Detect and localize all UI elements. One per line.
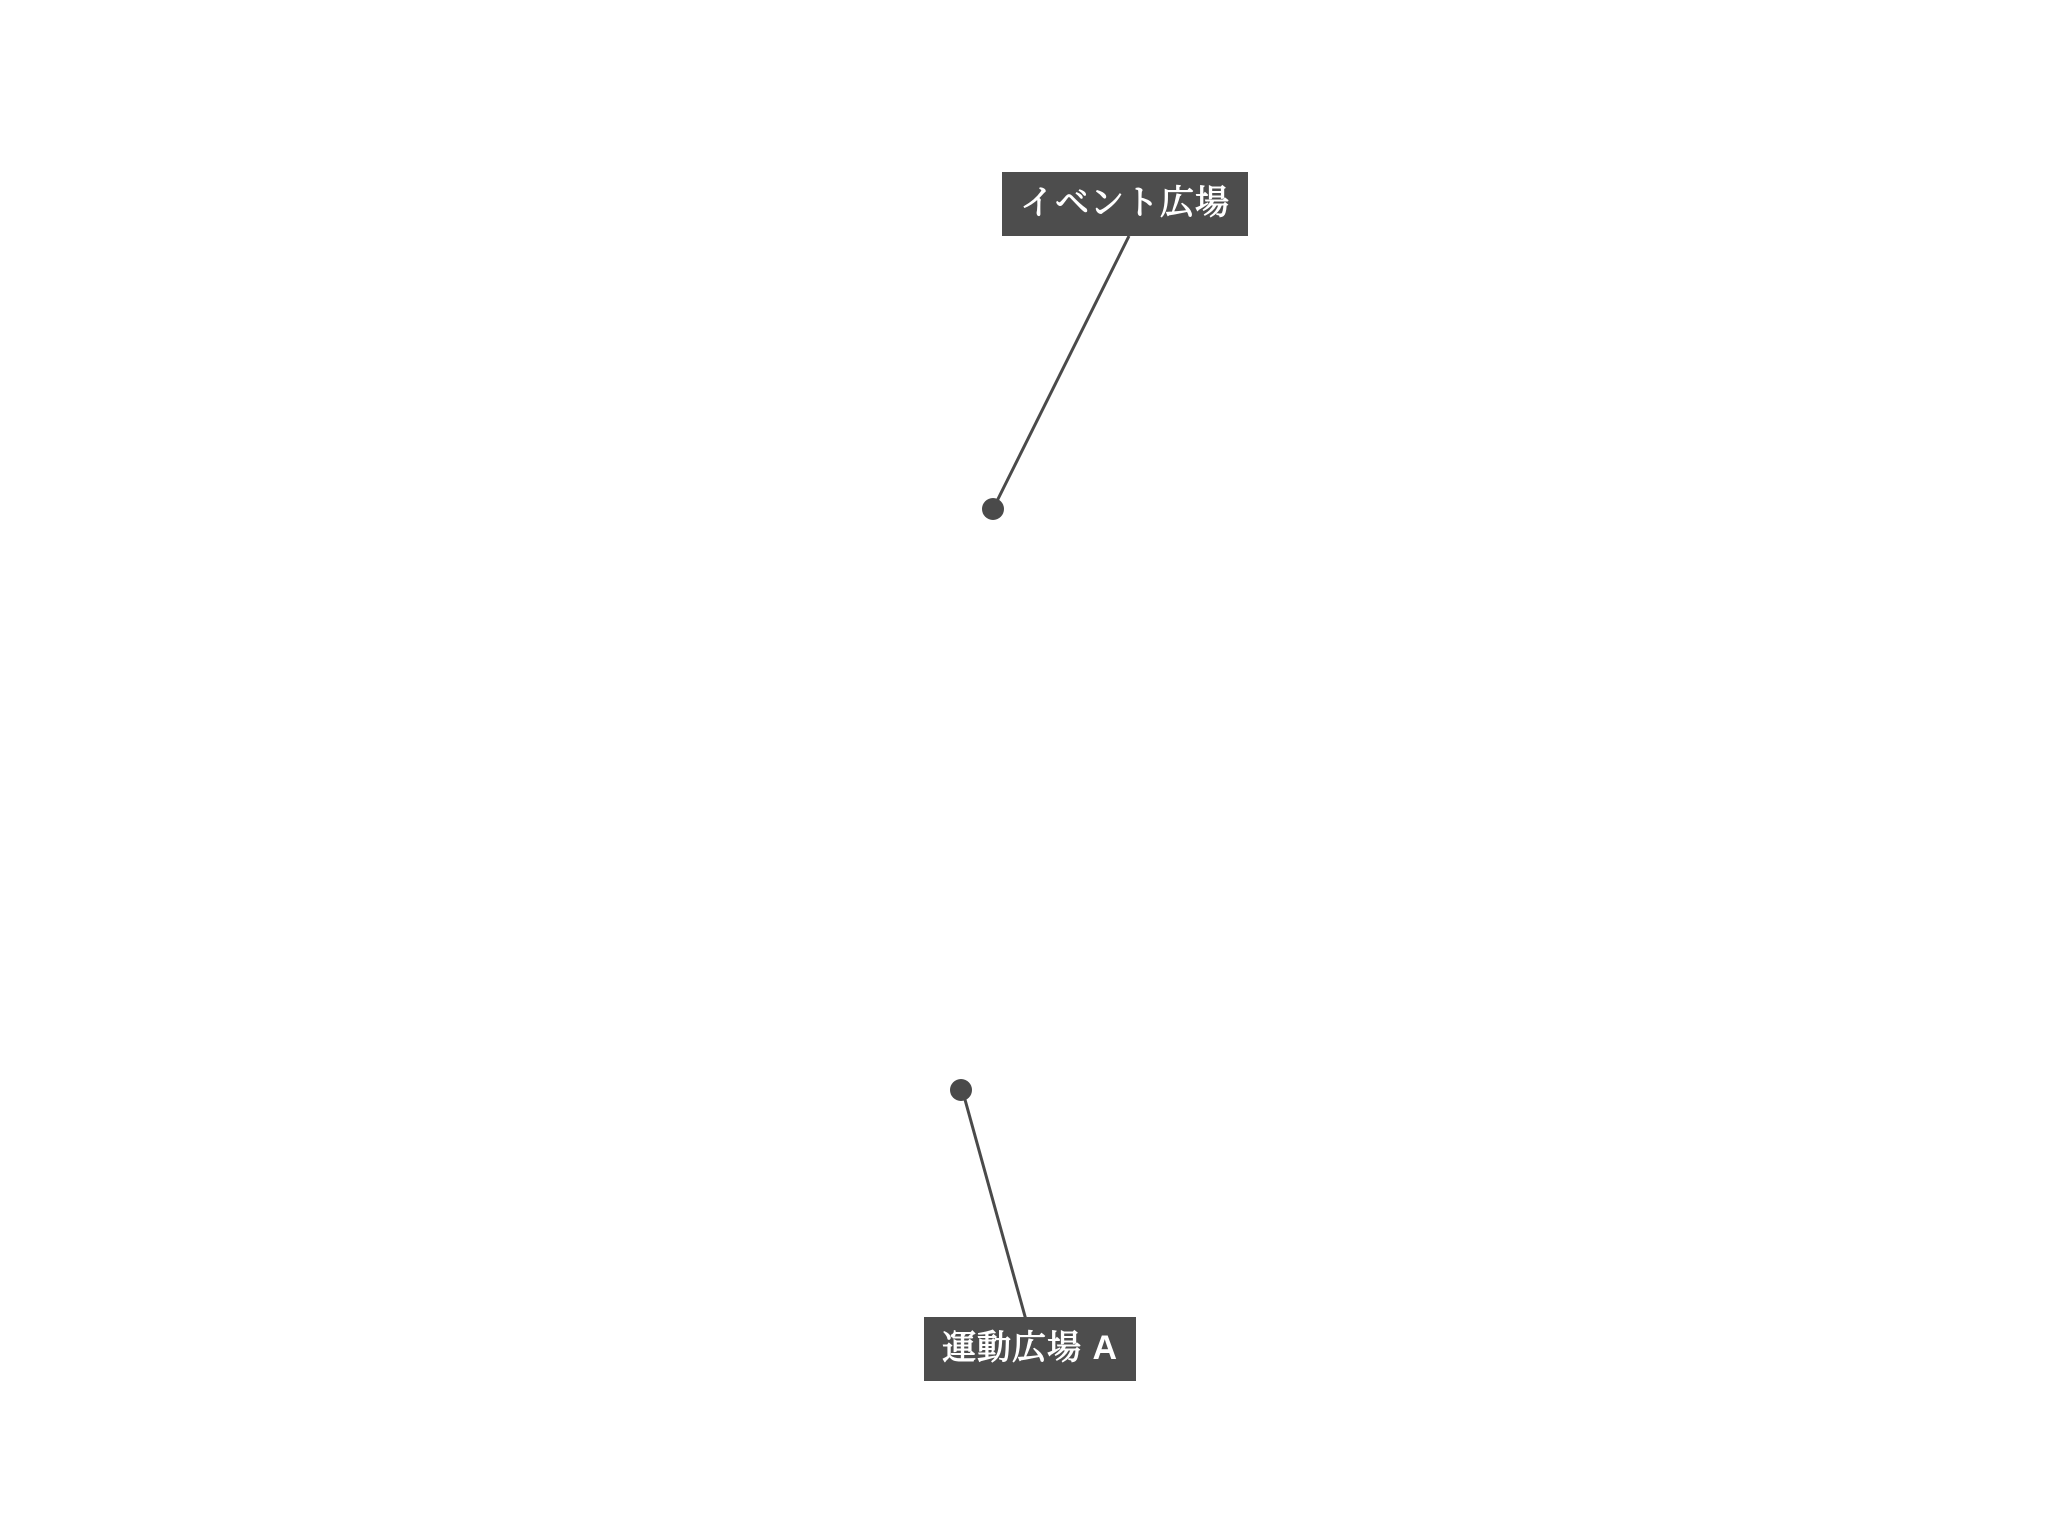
marker-dot-event-plaza[interactable] — [982, 498, 1004, 520]
leader-line-event-plaza — [996, 236, 1129, 503]
leader-line-sports-plaza-a — [964, 1096, 1026, 1320]
map-label-sports-plaza-a[interactable]: 運動広場 A — [924, 1317, 1136, 1381]
marker-dot-sports-plaza-a[interactable] — [950, 1079, 972, 1101]
map-label-event-plaza[interactable]: イベント広場 — [1002, 172, 1248, 236]
